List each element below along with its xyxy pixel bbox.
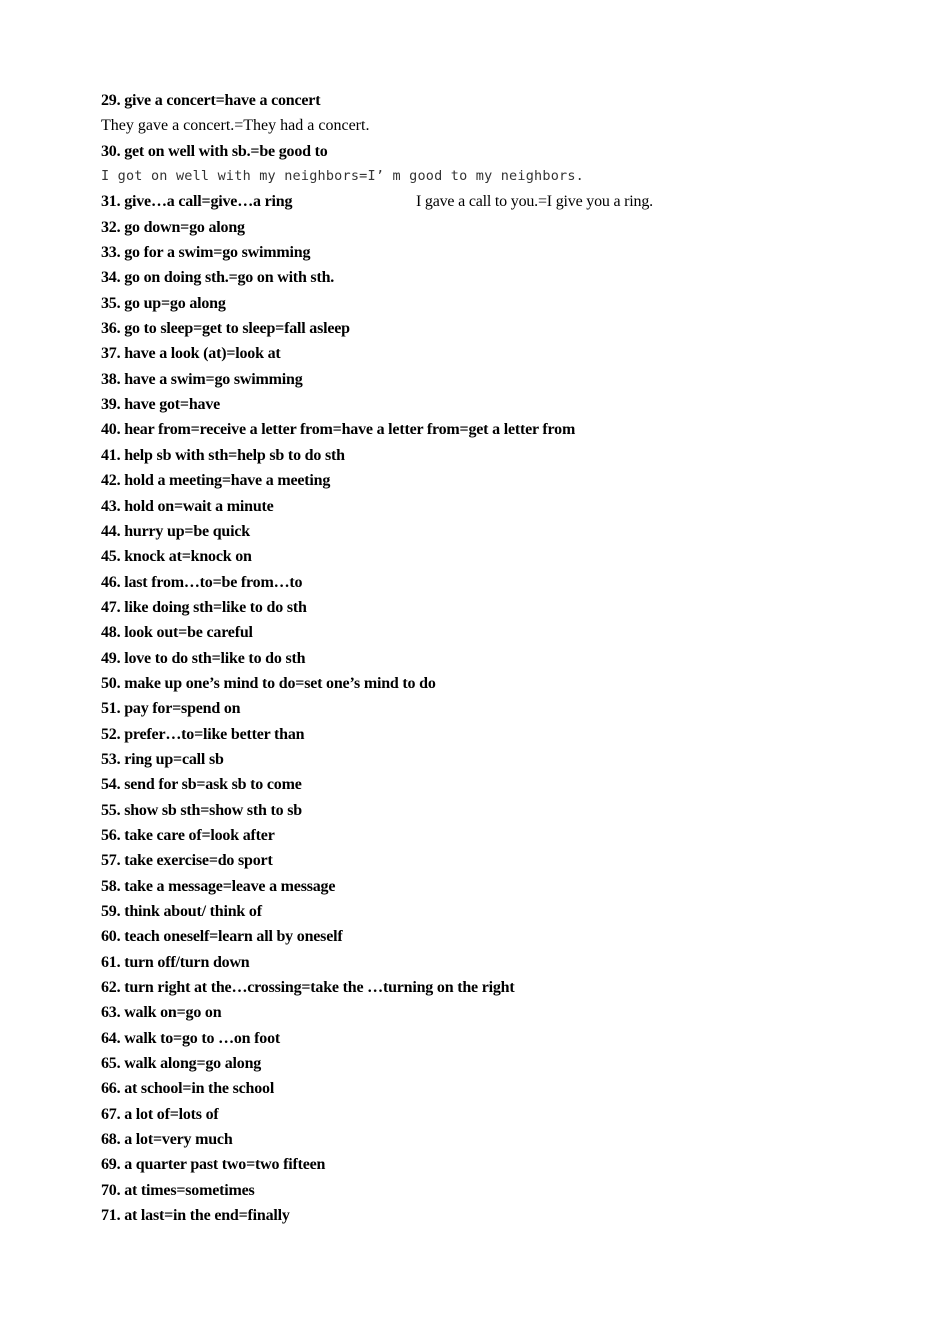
line-text: 65. walk along=go along <box>101 1055 262 1073</box>
line-text: 56. take care of=look after <box>101 826 275 844</box>
phrase-entry <box>101 443 901 468</box>
phrase-entry <box>101 88 901 113</box>
phrase-entry <box>101 924 901 949</box>
phrase-entry <box>101 772 901 797</box>
phrase-entry <box>101 468 901 493</box>
phrase-entry <box>101 519 901 544</box>
line-text: 29. give a concert=have a concert <box>101 92 321 109</box>
phrase-entry <box>101 367 901 392</box>
phrase-entry <box>101 950 901 975</box>
phrase-entry <box>101 265 901 290</box>
line-text: 35. go up=go along <box>101 294 226 312</box>
phrase-entry <box>101 722 901 747</box>
phrase-entry <box>101 747 901 772</box>
phrase-entry <box>101 975 901 1000</box>
line-text: 32. go down=go along <box>101 218 245 236</box>
line-text: 67. a lot of=lots of <box>101 1105 219 1123</box>
line-text: 66. at school=in the school <box>101 1080 275 1098</box>
line-text: 30. get on well with sb.=be good to <box>101 142 328 160</box>
line-text: 34. go on doing sth.=go on with sth. <box>101 269 335 287</box>
line-text: 70. at times=sometimes <box>101 1181 255 1199</box>
line-text: 31. give…a call=give…a ring <box>101 193 293 211</box>
phrase-entry <box>101 1152 901 1177</box>
line-text: 33. go for a swim=go swimming <box>101 244 311 262</box>
phrase-entry <box>101 848 901 873</box>
line-text: 64. walk to=go to …on foot <box>101 1029 281 1047</box>
phrase-entry <box>101 798 901 823</box>
phrase-entry <box>101 316 901 341</box>
phrase-entry <box>101 595 901 620</box>
phrase-entry <box>101 620 901 645</box>
line-text: 53. ring up=call sb <box>101 750 224 768</box>
line-text: 39. have got=have <box>101 396 221 414</box>
line-text: 45. knock at=knock on <box>101 548 252 566</box>
line-text: 61. turn off/turn down <box>101 953 250 971</box>
line-text: 62. turn right at the…crossing=take the …turning on the right <box>101 979 515 997</box>
line-text: 68. a lot=very much <box>101 1131 233 1149</box>
line-text: 43. hold on=wait a minute <box>101 497 274 515</box>
phrase-entry <box>101 392 901 417</box>
phrase-entry <box>101 570 901 595</box>
phrase-entry <box>101 544 901 569</box>
line-text: 38. have a swim=go swimming <box>101 370 303 388</box>
line-text: 44. hurry up=be quick <box>101 522 250 540</box>
phrase-entry <box>101 291 901 316</box>
phrase-entry <box>101 1127 901 1152</box>
line-text: 51. pay for=spend on <box>101 700 241 718</box>
phrase-entry <box>101 1026 901 1051</box>
example-sentence <box>101 113 901 138</box>
line-text: 52. prefer…to=like better than <box>101 725 305 743</box>
line-text: 54. send for sb=ask sb to come <box>101 776 302 794</box>
phrase-entry <box>101 341 901 366</box>
example-sentence <box>101 164 901 189</box>
phrase-entry <box>101 823 901 848</box>
line-text: 37. have a look (at)=look at <box>101 345 281 363</box>
line-text: 63. walk on=go on <box>101 1004 222 1022</box>
line-text: 49. love to do sth=like to do sth <box>101 649 306 667</box>
line-text: 48. look out=be careful <box>101 624 253 642</box>
line-text: 40. hear from=receive a letter from=have a letter from=get a letter from <box>101 421 576 439</box>
line-text: 50. make up one’s mind to do=set one’s mind to do <box>101 674 436 692</box>
phrase-entry <box>101 494 901 519</box>
line-text: 69. a quarter past two=two fifteen <box>101 1156 326 1174</box>
phrase-entry <box>101 1102 901 1127</box>
phrase-entry <box>101 215 901 240</box>
line-text: 59. think about/ think of <box>101 903 262 920</box>
phrase-entry <box>101 899 901 924</box>
phrase-entry <box>101 417 901 442</box>
phrase-list <box>101 88 901 1228</box>
line-text: I got on well with my neighbors=I’ m good to my neighbors. <box>101 168 585 185</box>
phrase-entry <box>101 1000 901 1025</box>
line-text: 41. help sb with sth=help sb to do sth <box>101 446 345 464</box>
line-text: 55. show sb sth=show sth to sb <box>101 801 302 819</box>
phrase-entry <box>101 874 901 899</box>
line-text: 58. take a message=leave a message <box>101 877 336 895</box>
line-text: 42. hold a meeting=have a meeting <box>101 472 331 490</box>
phrase-entry <box>101 696 901 721</box>
phrase-entry <box>101 240 901 265</box>
line-text: 60. teach oneself=learn all by oneself <box>101 928 343 946</box>
line-text: 71. at last=in the end=finally <box>101 1207 290 1225</box>
phrase-entry <box>101 646 901 671</box>
phrase-entry <box>101 139 901 164</box>
phrase-entry <box>101 1051 901 1076</box>
phrase-entry <box>101 1076 901 1101</box>
example-sentence-inline: I gave a call to you.=I give you a ring. <box>416 193 653 211</box>
phrase-entry <box>101 1203 901 1228</box>
phrase-entry <box>101 1178 901 1203</box>
line-text: They gave a concert.=They had a concert. <box>101 117 370 135</box>
line-text: 47. like doing sth=like to do sth <box>101 598 307 616</box>
line-text: 36. go to sleep=get to sleep=fall asleep <box>101 320 350 338</box>
phrase-entry <box>101 189 901 214</box>
line-text: 46. last from…to=be from…to <box>101 573 303 591</box>
phrase-entry <box>101 671 901 696</box>
line-text: 57. take exercise=do sport <box>101 852 273 870</box>
